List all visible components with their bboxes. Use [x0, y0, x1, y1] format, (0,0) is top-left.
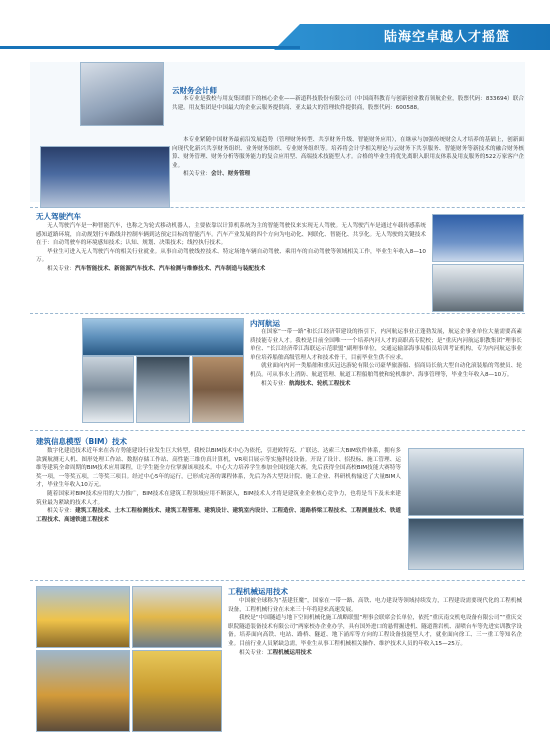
- divider-3: [30, 430, 525, 431]
- bim-photo-1: [408, 448, 524, 516]
- jixie-para-1: 中国被全球称为“基建狂魔”，国家在一带一路、高铁、电力建设等领域持续发力，工程建设需要现代化的工程机械设备，工程机械行业在未来三十年将迎来高速发展。: [228, 598, 522, 613]
- header-stripe: [0, 46, 300, 49]
- jixie-photo-2: [132, 586, 222, 648]
- neihe-photo-3: [136, 356, 190, 423]
- jixie-photo-1: [36, 586, 130, 648]
- major-list: 汽车智能技术、新能源汽车技术、汽车检测与维修技术、汽车制造与装配技术: [74, 265, 266, 272]
- page-title: 陆海空卓越人才摇篮: [383, 30, 510, 45]
- bim-photo-2: [408, 518, 524, 570]
- wurenjia-photo-1: [432, 214, 524, 262]
- wurenjia-majors: [36, 265, 426, 274]
- page-header: [0, 0, 550, 50]
- wurenjia-photo-2: [432, 264, 524, 312]
- major-list: 会计、财务管理: [210, 171, 251, 178]
- jixie-photo-4: [132, 650, 222, 732]
- major-list: 航海技术、轮机工程技术: [288, 380, 351, 387]
- bim-para-2: 随着国家对BIM技术应用的大力推广，BIM技术在建筑工程领域应用不断深入，BIM技术人才将是建筑业企业核心竞争力，也将是当下及未来建筑业最为紧缺的技术人才。: [36, 490, 401, 506]
- major-list: 建筑工程技术、土木工程检测技术、建筑工程管理、建筑设计、建筑室内设计、工程造价、道路桥梁工程技术、工程测量技术、铁道工程技术、高速铁道工程技术: [36, 508, 401, 523]
- neihe-body: [250, 328, 522, 388]
- jixie-body: [228, 597, 522, 657]
- yuncaiwu-para-2: 本专业紧随中国财务最前沿发展趋势（管理财务转型、共享财务升级、智能财务应用），在继承与加强传统财会人才培养的基础上，创新面向现代化新兴共享财务组织、业务财务组织、专业财务组织等。培养将会计学相关理论与云财务下共享服务、智能财务等新技术的融合财务核算、财务管理、财务分析等服务能力的复合应用型、高端技术技能型人才。合格的毕业生将优先离职入职用友体系及用友服务的522万家客户企业。: [172, 137, 524, 169]
- major-label: 相关专业：: [261, 380, 289, 387]
- neihe-majors: [250, 380, 522, 389]
- major-label: 相关专业：: [47, 508, 76, 515]
- neihe-photo-2: [82, 356, 134, 423]
- section-title-jixie: 工程机械运用技术: [228, 587, 288, 596]
- neihe-photo-4: [192, 356, 244, 423]
- jixie-photo-3: [36, 650, 130, 732]
- bim-para-1: 数字化建造技术近年来在各方势能建设行业发生巨大转型，我校以BIM技术中心为依托，引进欧特克、广联达、达索三大BIM软件体系，拥有多款翼航测无人机、图形处理工作站、数据存储工作站、高性能三维仿真计算机，VR项目展示等实施科技设备。开设了设计、招投标、施工管理、运维等建筑全命周期的BIM技术应用课程，让学生能全方位掌握该项技术。中心大力培养学生参加全国技能大赛，先后获得全国高校BIM技能大赛特等奖一项，一等奖五项，二等奖三项目。经过中心5年的运行，已形成完善的课程体系，先后为各大型设计院、施工企业、科研机构输送了大量BIM人才，毕业生年收入10万元。: [36, 448, 401, 489]
- section-title-yuncaiwu: 云财务会计师: [172, 86, 217, 95]
- divider-1: [30, 207, 525, 208]
- neihe-para-2: 就业面向内河一类船舶和重庆冠达游轮有限公司豪华旅游船、招商局长航大型自动化滚装船的驾驶员、轮机员。可从事水上消防、航道管理、航道工程船舶驾驶和轮机维护、海事管理等，毕业生年收入8—10万。: [250, 363, 522, 378]
- yuncaiwu-majors: [172, 170, 524, 179]
- section-title-neihe: 内河航运: [250, 319, 280, 328]
- bim-majors: [36, 507, 401, 524]
- bim-body: [36, 447, 401, 524]
- yuncaiwu-photo-1: [80, 62, 164, 126]
- yuncaiwu-photo-2: [40, 146, 170, 208]
- wurenjia-body: [36, 222, 426, 274]
- divider-4: [30, 580, 525, 581]
- wurenjia-para-1: 无人驾驶汽车是一种智能汽车，也称之为轮式移动机器人，主要依靠以计算机系统为主的智能驾驶仪来实现无人驾驶。无人驾驶汽车是通过车载传感系统感知道路环境，自动规划行车路线并控制车辆到达预定目标的智能汽车。汽车产业发展的四个方向为电动化、网联化、智能化、共享化。无人驾驶的关键技术在于：自动驾驶车的环境感知技术；认知、规划、决策技术；线控执行技术。: [36, 223, 426, 247]
- neihe-para-1: 在国家“一带一路”和长江经济带建设的指引下，内河航运事业正蓬勃发展，航运企事业单位大量需要高素质技能专业人才。我校是目前全国唯一一个培养内河人才的高职高专院校；是“重庆内河航运职教集团”理事长单位、“长江经济带江海联运示范联盟”副理事单位，交通运输部海事局船员培训考证机构，专为内河航运事业单位培养船舶高级管理人才和技术骨干，目前毕业生供不应求。: [250, 329, 522, 361]
- section-title-bim: 建筑信息模型（BIM）技术: [36, 437, 127, 446]
- yuncaiwu-body: [172, 95, 524, 112]
- yuncaiwu-body-2: [172, 136, 524, 179]
- neihe-photo-1: [82, 318, 244, 356]
- divider-2: [30, 313, 525, 314]
- major-label: 相关专业：: [47, 265, 75, 272]
- yuncaiwu-para-1: 本专业是我校与用友集团旗下的核心企业——新道科技股份有限公司（中国商科教育与创新创业教育领航企业，股票代码：833694）联合共建。用友集团是中国最大的企业云服务提供商、亚太最大的管理软件提供商，股票代码：600588。: [172, 96, 524, 111]
- jixie-para-2: 我校是“中国隧道与地下空间机械化施工战略联盟”理事会联席会长单位，依托“重庆南交机电设备有限公司”“重庆交职院隧道装备技术有限公司”两家校办企业办学，具有国外进口的悬臂掘进机、隧道凿岩机、湿喷台车等先进实训教学设备。培养面向高铁、电站、路桥、隧道、地下涌库等方向的工程设备技能型人才，就业面向徐工、三一重工等知名企业。目前行业人员紧缺急需，毕业生从事工程机械相关操作、维护技术人员的年收入15—25万。: [228, 615, 522, 647]
- major-list: 工程机械运用技术: [266, 649, 312, 656]
- section-title-wurenjia: 无人驾驶汽车: [36, 212, 81, 221]
- major-label: 相关专业：: [183, 171, 211, 178]
- jixie-majors: [228, 649, 522, 658]
- major-label: 相关专业：: [239, 649, 267, 656]
- wurenjia-para-2: 毕业生可进入无人驾驶汽车的相关行业就业。从事自动驾驶线控技术、特定场地车辆自动驾驶、乘用车的自动驾驶等领域相关工作，毕业生年收入8—10万。: [36, 248, 426, 264]
